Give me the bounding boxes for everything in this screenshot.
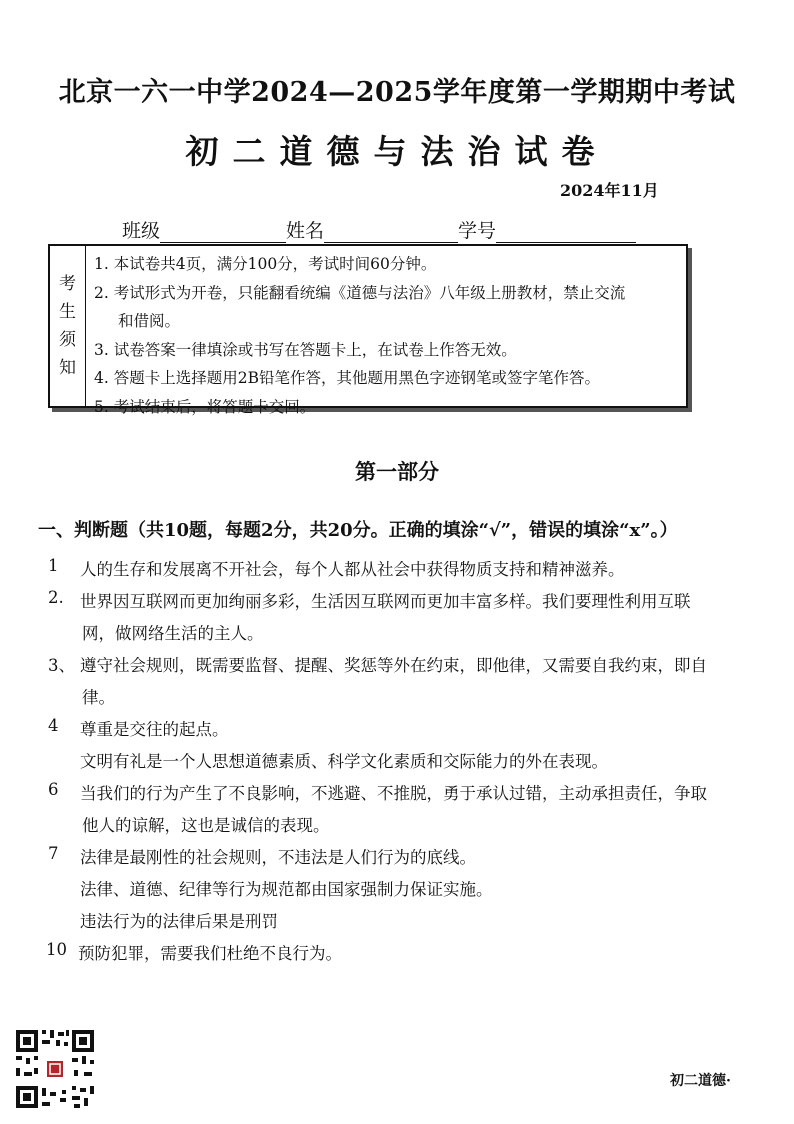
exam-title: 初二道德与法治试卷: [185, 132, 609, 171]
exam-date: 2024年11月: [560, 181, 659, 200]
question-text: 尊重是交往的起点。: [80, 720, 229, 739]
question-text: 法律是最刚性的社会规则，不违法是人们行为的底线。: [80, 848, 476, 867]
question-number: 4: [48, 716, 59, 735]
notice-text: 考试结束后，将答题卡交回。: [113, 397, 316, 416]
question-text: 预防犯罪，需要我们杜绝不良行为。: [78, 944, 342, 963]
question-text: 世界因互联网而更加绚丽多彩，生活因互联网而更加丰富多样。我们要理性利用互联: [80, 592, 691, 611]
question-number: 1: [48, 556, 59, 575]
question-text: 网，做网络生活的主人。: [82, 624, 264, 643]
notice-list: [94, 250, 678, 421]
student-info-line: [122, 216, 636, 243]
notice-item: [94, 279, 678, 308]
question-text: 文明有礼是一个人思想道德素质、科学文化素质和交际能力的外在表现。: [80, 752, 608, 771]
notice-item: [94, 364, 678, 393]
class-label: 班级: [122, 220, 161, 242]
notice-side-char: 考: [59, 274, 76, 294]
notice-num: 4.: [94, 369, 109, 387]
question-text: 律。: [82, 688, 115, 707]
notice-text: 和借阅。: [118, 312, 181, 330]
question-number: 2.: [48, 588, 64, 607]
notice-item: [94, 393, 678, 422]
question-number: 7: [48, 844, 59, 863]
notice-text: 本试卷共4页，满分100分，考试时间60分钟。: [113, 255, 437, 273]
notice-text: 试卷答案一律填涂或书写在答题卡上，在试卷上作答无效。: [113, 340, 517, 359]
student-id-label: 学号: [458, 220, 497, 242]
question-text: 违法行为的法律后果是刑罚: [80, 912, 278, 931]
student-id-blank[interactable]: [496, 220, 636, 243]
qr-code-icon: [14, 1028, 96, 1110]
notice-num: 3.: [94, 340, 109, 359]
school-title: 北京一六一中学2024—2025学年度第一学期期中考试: [58, 77, 736, 108]
question-text: 他人的谅解，这也是诚信的表现。: [82, 816, 330, 835]
class-blank[interactable]: [160, 220, 286, 243]
notice-side-label: [50, 246, 86, 406]
notice-side-char: 生: [59, 302, 76, 322]
notice-num: 5.: [94, 397, 109, 416]
notice-item: [94, 336, 678, 365]
exam-notice-box: [48, 244, 688, 416]
section-title: 第一部分: [355, 459, 439, 484]
question-text: 当我们的行为产生了不良影响，不逃避、不推脱，勇于承认过错，主动承担责任，争取: [80, 784, 707, 803]
notice-side-char: 知: [59, 358, 76, 378]
question-text: 法律、道德、纪律等行为规范都由国家强制力保证实施。: [80, 880, 493, 899]
notice-num: 1.: [94, 255, 109, 273]
question-text: 人的生存和发展离不开社会，每个人都从社会中获得物质支持和精神滋养。: [80, 560, 625, 579]
notice-num: 2.: [94, 283, 109, 302]
question-text: 遵守社会规则，既需要监督、提醒、奖惩等外在约束，即他律，又需要自我约束，即自: [80, 656, 707, 675]
name-label: 姓名: [286, 220, 325, 242]
section-instruction: 一、判断题（共10题，每题2分，共20分。正确的填涂“√”，错误的填涂“x”。）: [38, 520, 678, 541]
notice-side-char: 须: [59, 330, 76, 350]
notice-text: 考试形式为开卷，只能翻看统编《道德与法治》八年级上册教材，禁止交流: [113, 283, 626, 302]
question-number: 10: [46, 940, 67, 959]
question-number: 3、: [48, 656, 75, 675]
footer-page-label: 初二道德·: [670, 1073, 731, 1089]
question-number: 6: [48, 780, 59, 799]
notice-item-continued: [94, 307, 678, 336]
name-blank[interactable]: [324, 220, 458, 243]
notice-text: 答题卡上选择题用2B铅笔作答，其他题用黑色字迹钢笔或签字笔作答。: [113, 369, 600, 387]
notice-item: [94, 250, 678, 279]
